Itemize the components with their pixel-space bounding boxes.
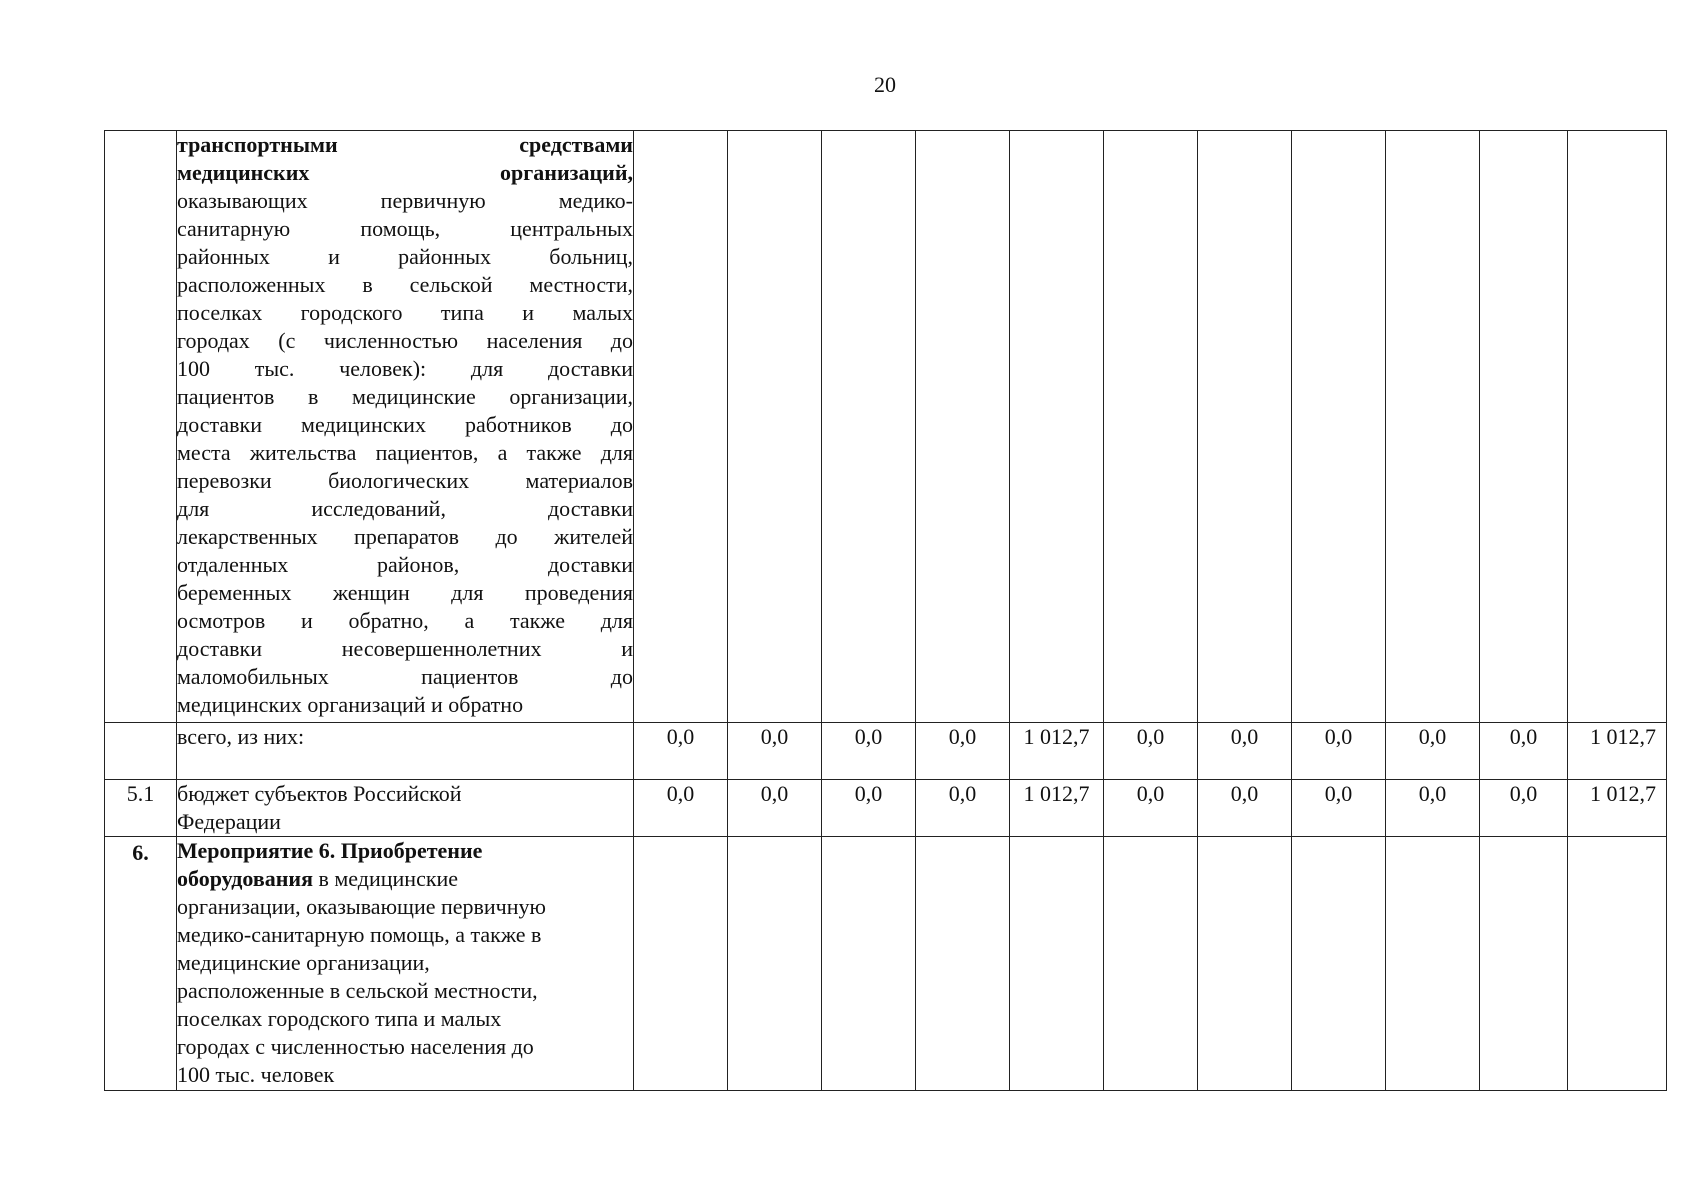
value-cell (634, 837, 728, 1091)
value-cell (634, 131, 728, 723)
value-cell: 0,0 (916, 780, 1010, 837)
value-cell: 0,0 (822, 723, 916, 780)
desc-line: медицинские организации, (177, 950, 430, 975)
table-row-transport-continuation (105, 131, 1667, 723)
value-cell (1292, 837, 1386, 1091)
value-cell: 0,0 (1292, 780, 1386, 837)
table-row-measure-6 (105, 837, 1667, 1091)
desc-line: 100 тыс. человек): для доставки (177, 356, 633, 381)
value-cell (1198, 131, 1292, 723)
value-cell: 0,0 (1104, 723, 1198, 780)
table-row-total (105, 723, 1667, 780)
value-cell: 0,0 (1386, 723, 1480, 780)
value-cell (822, 837, 916, 1091)
desc-line: городах (с численностью населения до (177, 328, 633, 353)
row-number-cell: 6. (105, 837, 177, 1091)
value-cell: 0,0 (1292, 723, 1386, 780)
value-cell: 0,0 (1480, 780, 1568, 837)
desc-line (177, 865, 633, 893)
desc-line: Федерации (177, 809, 281, 834)
desc-bold-line: Мероприятие 6. Приобретение (177, 838, 483, 863)
desc-line: расположенные в сельской местности, (177, 978, 538, 1003)
desc-line: бюджет субъектов Российской (177, 781, 462, 806)
desc-line: маломобильных пациентов до (177, 664, 633, 689)
budget-table (104, 130, 1667, 1091)
value-cell: 0,0 (1480, 723, 1568, 780)
desc-line-rest: в медицинские (313, 866, 459, 891)
desc-line: беременных женщин для проведения (177, 580, 633, 605)
value-cell (916, 837, 1010, 1091)
row-number-cell: 5.1 (105, 780, 177, 837)
row-description: всего, из них: (177, 723, 634, 780)
value-cell: 0,0 (1386, 780, 1480, 837)
desc-bold-word: оборудования (177, 866, 313, 891)
desc-line: осмотров и обратно, а также для (177, 608, 633, 633)
value-cell (1104, 131, 1198, 723)
row-description (177, 837, 634, 1091)
value-cell: 1 012,7 (1568, 723, 1667, 780)
value-cell: 0,0 (1104, 780, 1198, 837)
desc-line: организации, оказывающие первичную (177, 894, 546, 919)
desc-line: 100 тыс. человек (177, 1062, 335, 1087)
desc-line: для исследований, доставки (177, 496, 633, 521)
value-cell (1292, 131, 1386, 723)
desc-line: медико-санитарную помощь, а также в (177, 922, 542, 947)
desc-line: пациентов в медицинские организации, (177, 384, 633, 409)
value-cell: 0,0 (634, 723, 728, 780)
value-cell (1568, 837, 1667, 1091)
value-cell (1386, 837, 1480, 1091)
table-row-5-1 (105, 780, 1667, 837)
desc-line: отдаленных районов, доставки (177, 552, 633, 577)
row-number-cell (105, 131, 177, 723)
value-cell (1010, 131, 1104, 723)
value-cell: 1 012,7 (1010, 780, 1104, 837)
value-cell (1198, 837, 1292, 1091)
row-number-cell (105, 723, 177, 780)
value-cell (822, 131, 916, 723)
value-cell (728, 131, 822, 723)
value-cell: 0,0 (1198, 723, 1292, 780)
page-number: 20 (874, 72, 896, 97)
desc-line: санитарную помощь, центральных (177, 216, 633, 241)
value-cell: 0,0 (1198, 780, 1292, 837)
desc-line: районных и районных больниц, (177, 244, 633, 269)
desc-line: городах с численностью населения до (177, 1034, 534, 1059)
value-cell (1568, 131, 1667, 723)
value-cell (728, 837, 822, 1091)
desc-line: расположенных в сельской местности, (177, 272, 633, 297)
desc-line: доставки медицинских работников до (177, 412, 633, 437)
value-cell: 0,0 (728, 780, 822, 837)
desc-line: перевозки биологических материалов (177, 468, 633, 493)
value-cell (1010, 837, 1104, 1091)
desc-line: медицинских организаций и обратно (177, 692, 524, 717)
desc-bold-line: медицинских организаций, (177, 160, 633, 185)
value-cell (1480, 837, 1568, 1091)
row-description (177, 780, 634, 837)
desc-line: поселках городского типа и малых (177, 300, 633, 325)
desc-line: поселках городского типа и малых (177, 1006, 502, 1031)
row-description (177, 131, 634, 723)
value-cell (1386, 131, 1480, 723)
value-cell (1480, 131, 1568, 723)
desc-line: доставки несовершеннолетних и (177, 636, 633, 661)
desc-bold-line: транспортными средствами (177, 132, 633, 157)
value-cell: 0,0 (634, 780, 728, 837)
value-cell: 0,0 (728, 723, 822, 780)
desc-line: оказывающих первичную медико- (177, 188, 633, 213)
value-cell: 1 012,7 (1010, 723, 1104, 780)
value-cell (1104, 837, 1198, 1091)
value-cell: 1 012,7 (1568, 780, 1667, 837)
desc-line: лекарственных препаратов до жителей (177, 524, 633, 549)
desc-line: места жительства пациентов, а также для (177, 440, 633, 465)
value-cell (916, 131, 1010, 723)
value-cell: 0,0 (822, 780, 916, 837)
value-cell: 0,0 (916, 723, 1010, 780)
